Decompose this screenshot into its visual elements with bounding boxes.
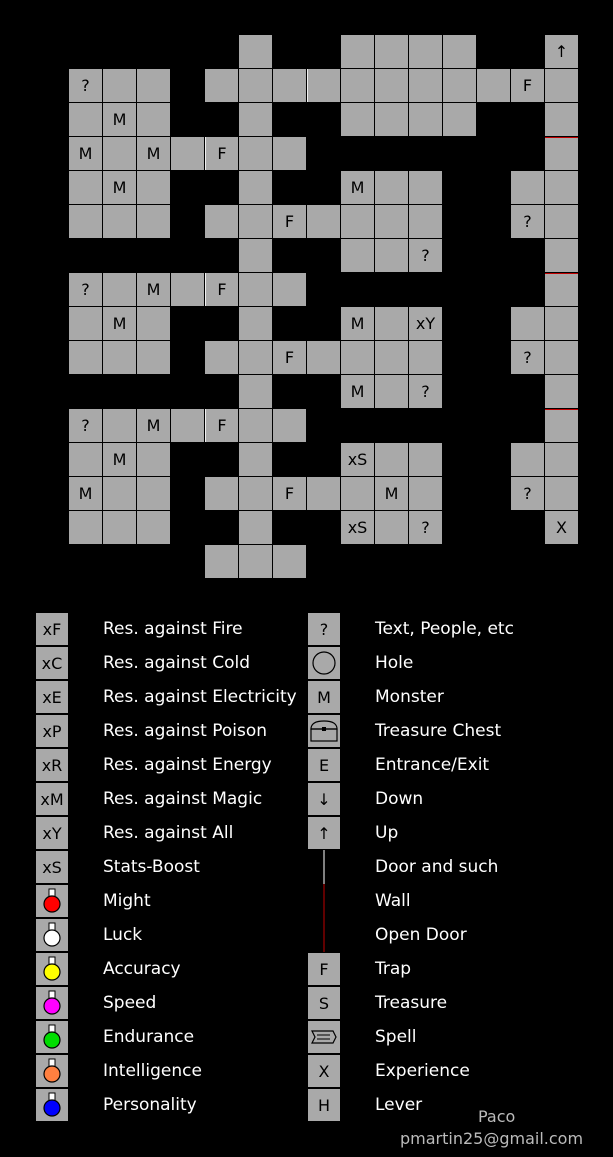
legend-row [308, 1054, 470, 1088]
map-cell [375, 205, 408, 238]
map-cell: ? [409, 239, 442, 272]
legend-label: Experience [375, 1061, 470, 1081]
legend-row [308, 1088, 422, 1122]
map-cell [409, 69, 442, 102]
map-cell: M [341, 375, 374, 408]
potion-icon [36, 919, 68, 951]
map-cell: M [103, 103, 136, 136]
legend-row [308, 952, 411, 986]
map-cell [171, 137, 204, 170]
legend-label: Res. against Poison [103, 721, 268, 741]
map-cell: M [103, 443, 136, 476]
map-cell [545, 477, 578, 510]
map-cell [69, 103, 102, 136]
map-cell [171, 273, 204, 306]
legend-symbol: E [308, 749, 340, 781]
legend-label: Spell [375, 1027, 417, 1047]
map-cell [375, 511, 408, 544]
map-cell [477, 69, 510, 102]
map-cell [205, 69, 238, 102]
map-cell [443, 103, 476, 136]
map-cell [307, 205, 340, 238]
map-cell: ? [511, 205, 544, 238]
map-cell [137, 205, 170, 238]
map-cell [375, 239, 408, 272]
legend-symbol: ? [308, 613, 340, 645]
map-cell [137, 69, 170, 102]
map-cell: M [69, 137, 102, 170]
author-credit: Paco [478, 1107, 516, 1126]
legend-label: Treasure Chest [375, 721, 502, 741]
map-cell [545, 205, 578, 238]
legend-label: Hole [375, 653, 414, 673]
legend-row [36, 884, 151, 918]
map-cell [239, 205, 272, 238]
map-cell [69, 341, 102, 374]
map-cell [273, 273, 306, 306]
map-cell [341, 239, 374, 272]
legend-row [36, 680, 297, 714]
legend-symbol: X [308, 1055, 340, 1087]
map-cell [205, 205, 238, 238]
map-cell [103, 205, 136, 238]
map-cell [137, 307, 170, 340]
map-cell: F [273, 477, 306, 510]
map-cell: ? [409, 511, 442, 544]
map-cell [103, 477, 136, 510]
map-cell [545, 69, 578, 102]
door-line-icon [308, 851, 340, 883]
legend-symbol: ↓ [308, 783, 340, 815]
legend-row [308, 884, 411, 918]
wall-line-icon [308, 885, 340, 917]
map-cell [103, 341, 136, 374]
legend-label: Res. against Magic [103, 789, 263, 809]
map-cell [69, 443, 102, 476]
map-cell [137, 443, 170, 476]
map-cell [545, 409, 578, 442]
legend-row [308, 612, 514, 646]
map-cell [341, 205, 374, 238]
map-cell: M [103, 307, 136, 340]
legend-row [308, 680, 444, 714]
email-credit: pmartin25@gmail.com [400, 1129, 584, 1148]
map-cell [103, 409, 136, 442]
map-cell [103, 137, 136, 170]
legend-row [308, 816, 398, 850]
map-cell [69, 307, 102, 340]
map-cell [239, 239, 272, 272]
map-cell [239, 69, 272, 102]
scroll-icon [308, 1021, 340, 1053]
map-cell [137, 477, 170, 510]
map-cell [409, 171, 442, 204]
map-cell [443, 35, 476, 68]
map-cell [409, 477, 442, 510]
map-cell: ? [69, 69, 102, 102]
legend-row [308, 850, 498, 884]
map-cell [511, 443, 544, 476]
map-cell [103, 69, 136, 102]
map-cell: ? [69, 273, 102, 306]
map-cell: F [205, 273, 238, 306]
legend-row [36, 918, 142, 952]
map-cell [545, 171, 578, 204]
map-cell [375, 443, 408, 476]
map-cell: xS [341, 511, 374, 544]
potion-icon [36, 987, 68, 1019]
map-cell [137, 511, 170, 544]
map-cell: ↑ [545, 35, 578, 68]
legend [0, 612, 613, 1132]
map-cell [341, 477, 374, 510]
map-cell: M [137, 273, 170, 306]
legend-label: Wall [375, 891, 411, 911]
legend-label: Up [375, 823, 399, 843]
map-cell [511, 307, 544, 340]
map-cell [239, 409, 272, 442]
map-cell [409, 35, 442, 68]
legend-row [36, 782, 262, 816]
map-cell [239, 307, 272, 340]
map-cell: xY [409, 307, 442, 340]
legend-label: Monster [375, 687, 444, 707]
map-cell [341, 69, 374, 102]
map-cell: ? [409, 375, 442, 408]
map-cell [239, 273, 272, 306]
map-cell [239, 477, 272, 510]
map-cell [341, 341, 374, 374]
potion-icon [36, 885, 68, 917]
legend-symbol: F [308, 953, 340, 985]
legend-label: Res. against Cold [103, 653, 251, 673]
legend-label: Res. against All [103, 823, 234, 843]
map-cell: M [103, 171, 136, 204]
map-cell: M [341, 307, 374, 340]
legend-row [308, 918, 467, 952]
map-cell [307, 477, 340, 510]
map-cell: F [205, 409, 238, 442]
legend-label: Res. against Fire [103, 619, 243, 639]
map-cell [341, 103, 374, 136]
legend-label: Stats-Boost [103, 857, 200, 877]
legend-symbol: xM [36, 783, 68, 815]
map-cell [273, 69, 306, 102]
legend-label: Might [103, 891, 151, 911]
legend-label: Accuracy [103, 959, 181, 979]
potion-icon [36, 1089, 68, 1121]
map-cell [511, 171, 544, 204]
potion-icon [36, 953, 68, 985]
legend-row [308, 1020, 417, 1054]
legend-row [36, 1054, 202, 1088]
legend-symbol: S [308, 987, 340, 1019]
map-cell [205, 545, 238, 578]
legend-row [36, 612, 243, 646]
legend-row [308, 748, 489, 782]
map-cell: xS [341, 443, 374, 476]
legend-symbol: xC [36, 647, 68, 679]
map-cell [341, 35, 374, 68]
legend-symbol: xS [36, 851, 68, 883]
legend-label: Entrance/Exit [375, 755, 490, 775]
legend-row [36, 986, 156, 1020]
map-cell [239, 35, 272, 68]
map-cell [239, 443, 272, 476]
legend-row [36, 714, 267, 748]
map-cell [69, 511, 102, 544]
map-cell [137, 103, 170, 136]
legend-row [308, 714, 501, 748]
map-cell [273, 137, 306, 170]
map-cell: M [375, 477, 408, 510]
map-cell: ? [69, 409, 102, 442]
map-cell: F [511, 69, 544, 102]
map-cell [171, 409, 204, 442]
legend-row [36, 748, 272, 782]
map-cell: F [205, 137, 238, 170]
map-cell [375, 171, 408, 204]
map-cell [409, 205, 442, 238]
legend-label: Open Door [375, 925, 467, 945]
potion-icon [36, 1021, 68, 1053]
map-cell [409, 103, 442, 136]
map-cell: ? [511, 341, 544, 374]
map-cell [375, 103, 408, 136]
map-cell [545, 375, 578, 408]
legend-row [36, 1020, 194, 1054]
legend-symbol: M [308, 681, 340, 713]
legend-label: Res. against Electricity [103, 687, 297, 707]
legend-label: Intelligence [103, 1061, 202, 1081]
map-cell [375, 341, 408, 374]
potion-icon [36, 1055, 68, 1087]
chest-icon [308, 715, 340, 747]
legend-label: Speed [103, 993, 157, 1013]
legend-symbol: H [308, 1089, 340, 1121]
map-cell: M [69, 477, 102, 510]
map-cell [205, 341, 238, 374]
map-cell: X [545, 511, 578, 544]
map-cell [545, 273, 578, 306]
map-cell [239, 341, 272, 374]
legend-row [36, 850, 200, 884]
legend-label: Down [375, 789, 424, 809]
map-cell [545, 103, 578, 136]
legend-row [36, 952, 181, 986]
map-cell [239, 103, 272, 136]
map-cell [443, 69, 476, 102]
map-cell: M [341, 171, 374, 204]
legend-symbol: xR [36, 749, 68, 781]
hole-icon [308, 647, 340, 679]
legend-symbol: ↑ [308, 817, 340, 849]
map-cell [69, 171, 102, 204]
map-cell [375, 69, 408, 102]
map-cell [239, 545, 272, 578]
map-cell [375, 307, 408, 340]
map-cell [409, 341, 442, 374]
map-cell [273, 545, 306, 578]
legend-row [308, 986, 447, 1020]
map-cell: F [273, 205, 306, 238]
map-cell: ? [511, 477, 544, 510]
legend-row [308, 782, 423, 816]
map-cell [205, 477, 238, 510]
legend-row [36, 646, 250, 680]
map-cell: M [137, 409, 170, 442]
legend-label: Endurance [103, 1027, 195, 1047]
map-cell [103, 511, 136, 544]
map-cell [137, 341, 170, 374]
map-cell [545, 341, 578, 374]
legend-row [36, 816, 233, 850]
map-cell [545, 239, 578, 272]
map-cell [545, 137, 578, 170]
legend-label: Door and such [375, 857, 499, 877]
map-cell [307, 69, 340, 102]
map-cell [239, 171, 272, 204]
map-cell [375, 35, 408, 68]
map-cell [545, 307, 578, 340]
legend-label: Lever [375, 1095, 423, 1115]
map-cell [239, 375, 272, 408]
wall-line-icon [308, 919, 340, 951]
legend-row [36, 1088, 197, 1122]
legend-row [308, 646, 413, 680]
map-cell [103, 273, 136, 306]
map-cell [545, 443, 578, 476]
map-cell [409, 443, 442, 476]
map-cell [69, 205, 102, 238]
legend-label: Text, People, etc [375, 619, 514, 639]
legend-symbol: xE [36, 681, 68, 713]
legend-label: Luck [103, 925, 143, 945]
map-cell: F [273, 341, 306, 374]
legend-symbol: xF [36, 613, 68, 645]
legend-symbol: xP [36, 715, 68, 747]
map-cell [137, 171, 170, 204]
map-cell [239, 137, 272, 170]
map-cell [239, 511, 272, 544]
legend-label: Treasure [375, 993, 448, 1013]
map-cell: M [137, 137, 170, 170]
legend-label: Res. against Energy [103, 755, 272, 775]
map-cell [307, 341, 340, 374]
legend-symbol: xY [36, 817, 68, 849]
legend-label: Personality [103, 1095, 197, 1115]
map-cell [273, 409, 306, 442]
map-cell [375, 375, 408, 408]
legend-label: Trap [375, 959, 412, 979]
